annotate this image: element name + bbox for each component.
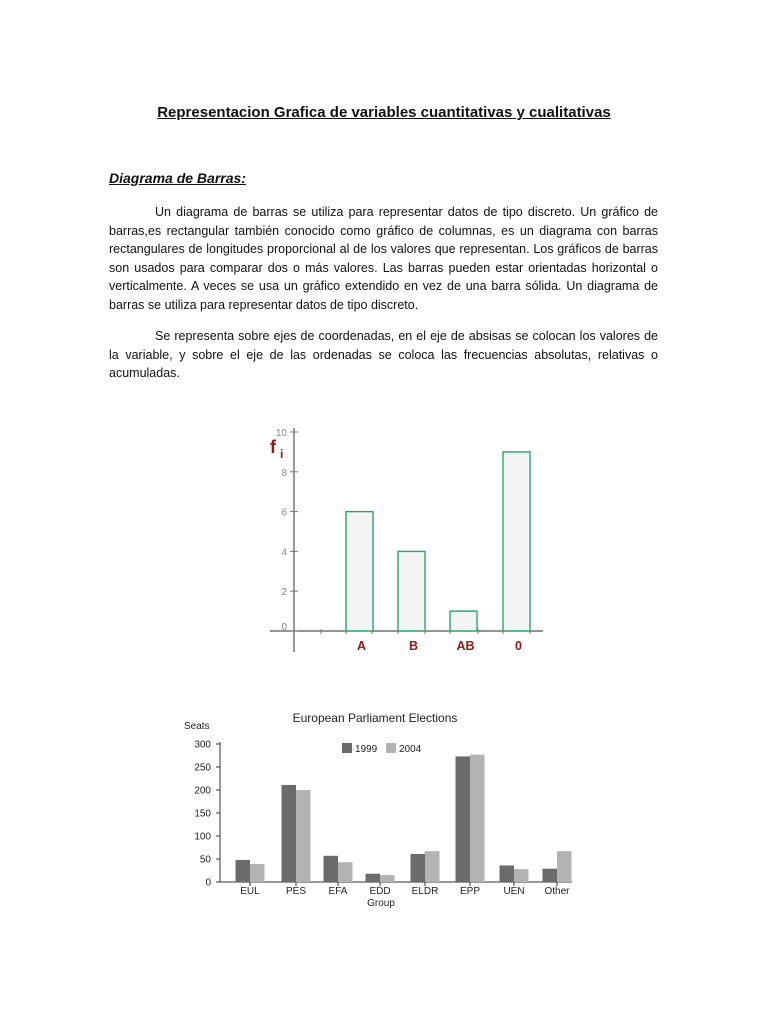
chart2-title: European Parliament Elections	[292, 711, 458, 725]
chart1-y-tick-label: 2	[281, 587, 287, 599]
page-title: Representacion Grafica de variables cuantitativas y cualitativas	[157, 104, 611, 121]
paragraph-2: Se representa sobre ejes de coordenadas, en el eje de absisas se colocan los valores de la variable, y sobre el eje de las ordenadas se coloca las frecuencias absolutas, relativas o acumuladas.	[109, 329, 658, 381]
chart2-x-label: Other	[544, 886, 570, 897]
section-heading: Diagrama de Barras:	[109, 170, 246, 186]
chart2-x-label: EDD	[369, 886, 391, 897]
chart2-x-label: EPP	[459, 886, 481, 897]
chart2-y-tick-label: 300	[194, 739, 211, 751]
chart2-ylabel: Seats	[184, 721, 210, 732]
chart2-y-tick-label: 0	[205, 877, 211, 889]
chart2-legend-label: 2004	[399, 744, 422, 755]
chart1-x-label: A	[356, 639, 367, 653]
chart1-y-tick-label: 10	[275, 428, 287, 439]
chart1-ylabel-sub: i	[280, 447, 284, 461]
paragraph-1: Un diagrama de barras se utiliza para representar datos de tipo discreto. Un gráfico de barras,es rectangular también conocido como gráfico de columnas, es un diagrama con barras rectangulares de longitudes proporcional al de los valores que representan. Los gráficos de barras son usados para comparar dos o más valores. Las barras pueden estar orientadas horizontal o verticalmente. A veces se usa un gráfico extendido en vez de una barra sólida. Un diagrama de barras se utiliza para representar datos de tipo discreto.	[109, 205, 658, 312]
chart1-bar-b	[398, 551, 425, 631]
chart1-ylabel-f: f	[270, 437, 276, 457]
chart1-y-tick-label: 6	[281, 507, 287, 519]
chart2-xlabel: Group	[367, 898, 395, 909]
chart2-x-label: ELDR	[411, 886, 439, 897]
chart2-x-label: PES	[285, 886, 307, 897]
chart2-x-label: UEN	[503, 886, 525, 897]
chart2-y-tick-label: 150	[194, 808, 211, 820]
chart1-bar-0	[503, 452, 530, 631]
chart2-y-tick-label: 200	[194, 785, 211, 797]
chart1-y-tick-label: 4	[281, 547, 287, 559]
chart2-y-tick-label: 250	[194, 762, 211, 774]
chart1-y-tick-label: 8	[281, 467, 287, 479]
chart2-x-label: EFA	[328, 886, 348, 897]
chart2-x-label: EUL	[240, 886, 260, 897]
chart1-y-tick-label: 0	[281, 622, 287, 633]
chart1-x-label: B	[408, 639, 419, 653]
chart1-bar-ab	[450, 611, 477, 631]
chart1-bar-a	[346, 512, 373, 631]
chart2-y-tick-label: 100	[194, 831, 211, 843]
chart1-x-label: 0	[515, 639, 522, 653]
chart1-x-label: AB	[456, 639, 475, 653]
chart2-legend-label: 1999	[355, 744, 378, 755]
chart2-y-tick-label: 50	[199, 854, 211, 866]
